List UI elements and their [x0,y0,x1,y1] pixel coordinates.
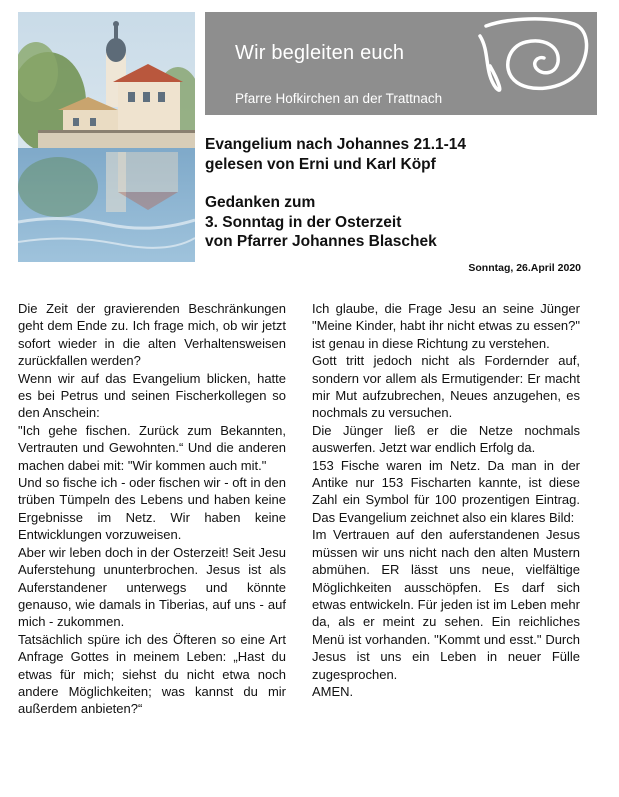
reflection-heading-line: 3. Sonntag in der Osterzeit [205,213,402,231]
paragraph: 153 Fische waren im Netz. Da man in der Antike nur 153 Fischarten kannte, ist diese Zahl ein Symbol für 100 prozentigen Eintrag. Das Evangelium zeichnet also ein klares Bild: [312,457,580,525]
banner-title: Wir begleiten euch [235,42,405,64]
paragraph: AMEN. [312,683,354,699]
paragraph: Die Jünger ließ er die Netze nochmals auswerfen. Jetzt war endlich Erfolg da. [312,422,580,456]
left-text-column [18,300,286,718]
right-text-column [312,300,580,700]
reflection-heading [205,193,437,252]
spiral-logo-icon [478,16,592,98]
paragraph: Gott tritt jedoch nicht als Fordernder auf, sondern vor allem als Ermutigender: Er macht mir Mut aufzubrechen, Neues anzugehen, es nochmals zu versuchen. [312,353,580,421]
paragraph: Wenn wir auf das Evangelium blicken, hatte es bei Petrus und seinen Fischerkollegen so den Anschein: [18,370,286,421]
banner-subtitle: Pfarre Hofkirchen an der Trattnach [235,91,443,106]
paragraph: "Ich gehe fischen. Zurück zum Bekannten, Vertrauten und Gewohnten.“ Und die anderen machen dabei mit: "Wir kommen auch mit." [18,422,286,473]
reflection-heading-line: Gedanken zum [205,194,316,211]
gospel-heading-line: Evangelium nach Johannes 21.1-14 [205,136,467,153]
date-label: Sonntag, 26.April 2020 [468,262,581,274]
paragraph: Im Vertrauen auf den auferstandenen Jesus müssen wir uns nicht nach den alten Mustern abmühen. ER lässt uns neue, vielfältige Möglichkeiten ausschöpfen. Es darf sich etwas entwickeln. Für jeden ist im Leben mehr da, als er meint zu sehen. Ein reichliches Menü ist vorhanden. "Kommt und esst." Durch Jesus ist uns ein Leben in neuer Fülle zugesprochen. [312,527,580,682]
paragraph: Aber wir leben doch in der Osterzeit! Seit Jesu Auferstehung ununterbrochen. Jesus ist als Auferstandener unterwegs und könnte genauso, wie damals in Tiberias, auf uns - auf mich - zukommen. [18,544,286,630]
paragraph: Und so fische ich - oder fischen wir - oft in den trüben Tümpeln des Lebens und haben keine Ergebnisse im Netz. Wir haben keine Entwicklungen vorzuweisen. [18,475,286,543]
header-banner [205,12,597,115]
paragraph: Tatsächlich spüre ich des Öfteren so eine Art Anfrage Gottes in meinem Leben: „Hast du etwas für mich; siehst du nicht etwa noch andere Möglichkeiten; was kannst du mir außerdem anbieten?“ [18,631,286,717]
paragraph: Ich glaube, die Frage Jesu an seine Jünger "Meine Kinder, habt ihr nicht etwas zu essen?" ist genau in diese Richtung zu verstehen. [312,301,580,351]
gospel-heading-line: gelesen von Erni und Karl Köpf [205,155,436,173]
reflection-heading-line: von Pfarrer Johannes Blaschek [205,233,437,250]
gospel-heading [205,135,466,174]
watercolor-church-painting [18,12,195,262]
paragraph: Die Zeit der gravierenden Beschränkungen geht dem Ende zu. Ich frage mich, ob wir jetzt sofort wieder in die alten Verhaltensweisen zurückfallen werden? [18,301,286,369]
